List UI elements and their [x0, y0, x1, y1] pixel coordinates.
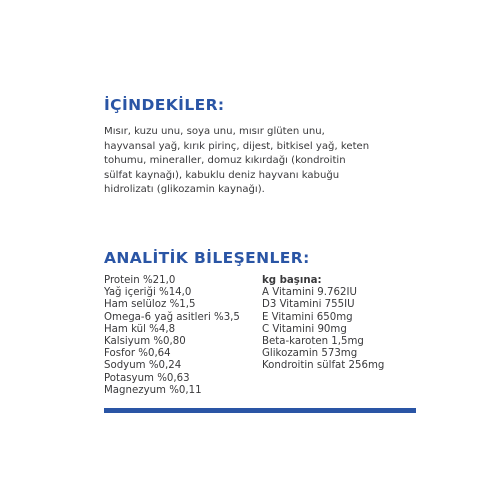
ingredients-line: Mısır, kuzu unu, soya unu, mısır glüten unu,: [104, 126, 325, 137]
analytic-item: Yağ içeriği %14,0: [104, 287, 192, 299]
analytic-item: Fosfor %0,64: [104, 348, 171, 360]
analytic-item: Omega-6 yağ asitleri %3,5: [104, 311, 240, 323]
analytic-components-list: [104, 275, 240, 397]
ingredients-line: sülfat kaynağı), kabuklu deniz hayvanı kabuğu: [104, 169, 340, 181]
per-kg-item: Beta-karoten 1,5mg: [262, 336, 364, 348]
per-kg-title: kg başına:: [262, 275, 322, 286]
ingredients-line: hidrolizatı (glikozamin kaynağı).: [104, 184, 265, 196]
bottom-divider: [104, 408, 416, 413]
per-kg-item: C Vitamini 90mg: [262, 323, 347, 335]
analytic-item: Potasyum %0,63: [104, 372, 190, 384]
analytic-item: Ham selüloz %1,5: [104, 299, 196, 311]
per-kg-item: Glikozamin 573mg: [262, 348, 358, 360]
per-kg-item: E Vitamini 650mg: [262, 311, 353, 323]
analytic-item: Sodyum %0,24: [104, 360, 182, 372]
per-kg-item: D3 Vitamini 755IU: [262, 299, 355, 311]
ingredients-line: hayvansal yağ, kırık pirinç, dijest, bitkisel yağ, keten: [104, 140, 370, 152]
per-kg-item: A Vitamini 9.762IU: [262, 287, 357, 299]
analytic-item: Protein %21,0: [104, 275, 176, 286]
ingredients-text: [104, 125, 404, 198]
analytic-item: Ham kül %4,8: [104, 323, 176, 335]
ingredients-line: tohumu, mineraller, domuz kıkırdağı (kondroitin: [104, 155, 346, 167]
analytic-item: Magnezyum %0,11: [104, 384, 202, 396]
ingredients-heading: İÇİNDEKİLER:: [104, 96, 225, 114]
per-kg-item: Kondroitin sülfat 256mg: [262, 360, 385, 372]
analytic-item: Kalsiyum %0,80: [104, 336, 186, 348]
analytic-components-heading: ANALİTİK BİLEŞENLER:: [104, 249, 310, 267]
per-kg-list: [262, 275, 384, 373]
